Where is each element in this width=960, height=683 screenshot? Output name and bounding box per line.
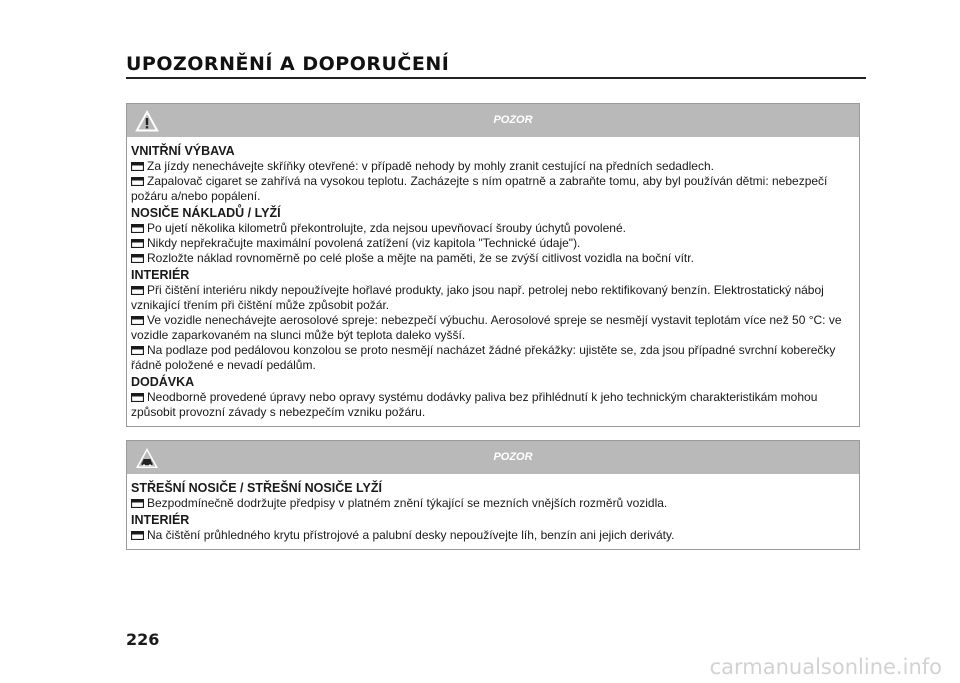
- list-item-text: Ve vozidle nenechávejte aerosolové spreje: nebezpečí výbuchu. Aerosolové spreje se nesmějí vystavit teplotám více než 50 °C: ve vozidle zaparkovaném na slunci může být teplota daleko vyšší.: [131, 313, 842, 342]
- list-item: [131, 528, 855, 543]
- list-item-text: Zapalovač cigaret se zahřívá na vysokou teplotu. Zacházejte s ním opatrně a zabraňte tomu, aby byl používán dětmi: nebezpečí požáru a/nebo popálení.: [131, 174, 828, 203]
- warning-box-1: [126, 103, 860, 427]
- list-item: [131, 174, 855, 204]
- bullet-icon: [131, 254, 144, 263]
- warning-label: POZOR: [493, 451, 533, 463]
- bullet-icon: [131, 531, 144, 540]
- section-heading: INTERIÉR: [131, 513, 190, 527]
- bullet-icon: [131, 224, 144, 233]
- bullet-icon: [131, 346, 144, 355]
- bullet-icon: [131, 286, 144, 295]
- list-item: [131, 496, 855, 511]
- list-item-text: Na čištění průhledného krytu přístrojové a palubní desky nepoužívejte líh, benzín ani jejich deriváty.: [147, 528, 675, 542]
- bullet-icon: [131, 393, 144, 402]
- section-heading: VNITŘNÍ VÝBAVA: [131, 144, 235, 158]
- warning-box-header: [127, 104, 859, 137]
- list-item: [131, 343, 855, 373]
- warning-box-body: [127, 474, 859, 549]
- list-item-text: Bezpodmínečně dodržujte předpisy v platném znění týkající se mezních vnějších rozměrů vozidla.: [147, 496, 668, 510]
- list-item-text: Při čištění interiéru nikdy nepoužívejte hořlavé produkty, jako jsou např. petrolej nebo rektifikovaný benzín. Elektrostatický náboj vznikající třením při čištění může způsobit požár.: [131, 283, 824, 312]
- list-item-text: Po ujetí několika kilometrů překontrolujte, zda nejsou upevňovací šrouby úchytů povolené.: [147, 221, 626, 235]
- list-item: [131, 390, 855, 420]
- section-heading: DODÁVKA: [131, 375, 195, 389]
- bullet-icon: [131, 499, 144, 508]
- warning-box-body: [127, 137, 859, 426]
- warning-box-header: [127, 441, 859, 474]
- list-item: [131, 221, 855, 236]
- list-item-text: Za jízdy nenechávejte skříňky otevřené: v případě nehody by mohly zranit cestující na předních sedadlech.: [147, 159, 714, 173]
- warning-label: POZOR: [493, 114, 533, 126]
- list-item: [131, 159, 855, 174]
- list-item: [131, 313, 855, 343]
- watermark: carmanualsonline.info: [709, 655, 942, 679]
- bullet-icon: [131, 316, 144, 325]
- list-item: [131, 251, 855, 266]
- page-number: 226: [126, 630, 160, 649]
- list-item: [131, 283, 855, 313]
- title-divider: [126, 77, 866, 79]
- page-title: UPOZORNĚNÍ A DOPORUČENÍ: [126, 53, 450, 75]
- bullet-icon: [131, 177, 144, 186]
- bullet-icon: [131, 162, 144, 171]
- bullet-icon: [131, 239, 144, 248]
- list-item-text: Rozložte náklad rovnoměrně po celé ploše a mějte na paměti, že se zvýší citlivost vozidla na boční vítr.: [147, 251, 694, 265]
- list-item-text: Na podlaze pod pedálovou konzolou se proto nesmějí nacházet žádné překážky: ujistěte se, zda jsou případné svrchní koberečky řádně položené e nevadí pedálům.: [131, 343, 836, 372]
- section-heading: INTERIÉR: [131, 268, 190, 282]
- section-heading: NOSIČE NÁKLADŮ / LYŽÍ: [131, 206, 281, 220]
- list-item: [131, 236, 855, 251]
- list-item-text: Neodborně provedené úpravy nebo opravy systému dodávky paliva bez přihlédnutí k jeho technickým charakteristikám mohou způsobit provozní závady s nebezpečím vzniku požáru.: [131, 390, 818, 419]
- section-heading: STŘEŠNÍ NOSIČE / STŘEŠNÍ NOSIČE LYŽÍ: [131, 481, 382, 495]
- warning-box-2: [126, 440, 860, 550]
- list-item-text: Nikdy nepřekračujte maximální povolená zatížení (viz kapitola "Technické údaje").: [147, 236, 581, 250]
